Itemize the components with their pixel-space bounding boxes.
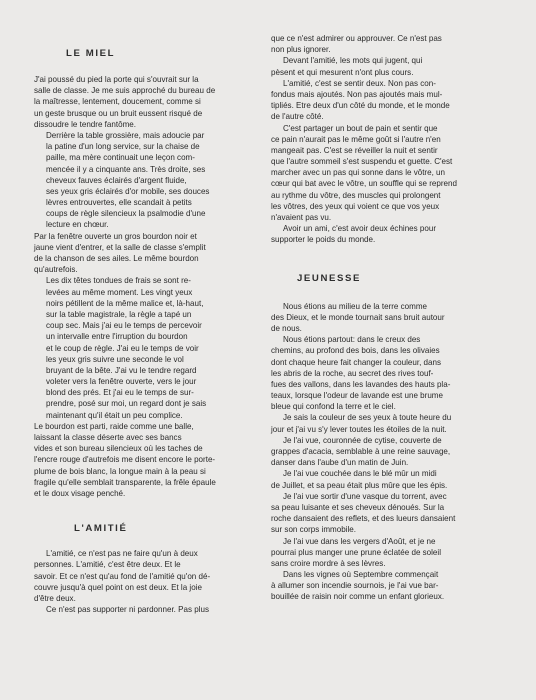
jeunesse-text-line: Dans les vignes où Septembre commençait: [283, 570, 439, 580]
miel-text-line: Le bourdon est parti, raide comme une balle,: [34, 421, 194, 431]
amitie-continued-line: C'est partager un bout de pain et sentir que: [283, 123, 438, 133]
miel-text-line: mencée il y a cinquante ans. Très droite, ses: [46, 164, 206, 174]
amitie-continued-line: mangeait pas. C'est se réveiller la nuit et sentir: [271, 145, 438, 155]
jeunesse-text-line: de Juillet, et sa peau était plus mûre que les épis.: [271, 480, 448, 490]
miel-text-line: blond des prés. Et j'ai eu le temps de sur-: [46, 388, 194, 398]
jeunesse-text-line: Je l'ai vue, couronnée de cytise, couverte de: [283, 435, 442, 445]
miel-text-line: un intervalle entre l'irruption du bourdon: [46, 332, 188, 342]
jeunesse-text-line: Nous étions partout: dans le creux des: [283, 335, 421, 345]
miel-text-line: bruyant de la bête. J'ai vu le tendre regard: [46, 365, 197, 375]
jeunesse-text: [271, 301, 487, 603]
amitie-continued-line: au rythme du vôtre, des muscles qui prolongent: [271, 190, 441, 200]
miel-text-line: lecture en chœur.: [46, 220, 109, 230]
amitie-continued-line: cœur qui bat avec le vôtre, un souffle qui se reprend: [271, 179, 457, 189]
jeunesse-text-line: sans croire mordre à ses lèvres.: [271, 558, 386, 568]
jeunesse-text-line: grappes d'acacia, semblable à une reine sauvage,: [271, 447, 451, 456]
amitie-continued-line: L'amitié, c'est se sentir deux. Non pas con-: [283, 78, 436, 88]
miel-text-line: plume de bois blanc, la longue main à la peau si: [34, 466, 206, 476]
jeunesse-text-line: Je l'ai vue dans les vergers d'Août, et je ne: [283, 536, 436, 546]
amitie-text-line: savoir. Et ce n'est qu'au fond de l'amitié qu'on dé-: [34, 571, 211, 581]
jeunesse-text-line: sa peau luisante et ses cheveux dénoués. Sur la: [271, 502, 445, 512]
jeunesse-text-line: sur son corps immobile.: [271, 525, 356, 535]
miel-text-line: lèvres entrouvertes, elle scandait à petits: [46, 198, 192, 208]
jeunesse-text-line: les abris de la roche, au secret des rives touf-: [271, 368, 434, 378]
miel-text: [34, 74, 250, 499]
section-title-miel: LE MIEL: [66, 48, 116, 59]
amitie-continued-line: non plus ignorer.: [271, 45, 331, 55]
miel-text-line: Derrière la table grossière, mais adoucie par: [46, 130, 205, 140]
miel-text-line: la maîtresse, lentement, doucement, comme si: [34, 97, 201, 107]
jeunesse-text-line: pourrai plus manger une prune éclatée de soleil: [271, 547, 441, 557]
miel-text-line: jaune vient d'entrer, et la salle de classe s'emplit: [34, 242, 206, 252]
amitie-continued-line: les vôtres, des yeux qui voient ce que vos yeux: [271, 201, 440, 211]
section-title-jeunesse: JEUNESSE: [297, 272, 361, 284]
jeunesse-text-line: roche dansaient des reflets, et des lueurs dansaient: [271, 514, 456, 524]
amitie-continued-line: pèsent et qui mesurent n'ont plus cours.: [271, 67, 414, 77]
jeunesse-text-line: Je sais la couleur de ses yeux à toute heure du: [283, 413, 452, 423]
miel-text-line: coup sec. Mais j'ai eu le temps de percevoir: [46, 321, 202, 331]
miel-text-line: noirs pétillent de la même malice et, là-haut,: [46, 298, 204, 308]
miel-text-line: ses yeux gris éclairés d'or mobile, ses douces: [46, 186, 210, 196]
amitie-text-line: L'amitié, ce n'est pas ne faire qu'un à deux: [46, 549, 198, 559]
miel-text-line: paille, ma mère continuait une leçon com-: [46, 153, 195, 163]
miel-text-line: la patine d'un long service, sur la chaise de: [46, 142, 200, 152]
miel-text-line: J'ai poussé du pied la porte qui s'ouvrait sur la: [34, 75, 199, 84]
miel-text-line: vides et son bureau silencieux où les taches de: [34, 444, 203, 454]
miel-text-line: fragile qu'elle semblait transparente, la frêle épaule: [34, 477, 216, 487]
jeunesse-text-line: chemins, au profond des bois, dans les olivaies: [271, 346, 440, 356]
jeunesse-text-line: danser dans l'aube d'un matin de Juin.: [271, 458, 409, 468]
miel-text-line: coups de règle silencieux la psalmodie d'une: [46, 209, 206, 219]
jeunesse-text-line: bleue qui confond la terre et le ciel.: [271, 402, 396, 412]
miel-text-line: Par la fenêtre ouverte un gros bourdon noir et: [34, 231, 197, 241]
miel-text-line: voleter vers la fenêtre ouverte, vers le jour: [46, 377, 197, 387]
amitie-continued-line: supporter le poids du monde.: [271, 235, 376, 245]
jeunesse-text-line: dont chaque heure fait changer la couleur, dans: [271, 357, 442, 367]
miel-text-line: et le coup de règle. J'ai eu le temps de voir: [46, 343, 199, 353]
jeunesse-text-line: Je l'ai vue sortir d'une vasque du torrent, avec: [283, 491, 447, 501]
miel-text-line: cheveux fauves éclairés d'argent fluide,: [46, 175, 187, 185]
miel-text-line: de la chanson de ses ailes. Le même bourdon: [34, 254, 199, 263]
amitie-continued-line: que l'autre sommeil s'est suspendu et guette. C'est: [271, 157, 453, 167]
amitie-continued-line: ce pain n'aurait pas le même goût si l'autre n'en: [271, 134, 441, 144]
amitie-text-line: couvre jusqu'à quel point on est deux. Et la joie: [34, 582, 202, 592]
miel-text-line: levées au même moment. Les vingt yeux: [46, 287, 193, 297]
amitie-continued-line: n'avaient pas vu.: [271, 213, 332, 222]
amitie-continued-line: fondus mais ajoutés. Non pas ajoutés mais mul-: [271, 89, 443, 99]
miel-text-line: dissoudre le tendre fantôme.: [34, 119, 136, 129]
miel-text-line: un geste brusque ou un bruit eussent risqué de: [34, 108, 203, 118]
amitie-continued-line: de l'autre côté.: [271, 112, 324, 122]
miel-text-line: Les dix têtes tondues de frais se sont re-: [46, 276, 191, 286]
left-column: [34, 0, 250, 615]
miel-text-line: maintenant qu'il était un peu complice.: [46, 410, 183, 420]
miel-text-line: l'encre rouge d'autrefois me disent encore le porte-: [34, 455, 216, 465]
miel-text-line: laissant la classe déserte avec ses bancs: [34, 433, 182, 442]
miel-text-line: les yeux gris suivre une seconde le vol: [46, 354, 184, 364]
amitie-continued-line: marcher avec un pas qui sonne dans le vôtre, un: [271, 168, 446, 178]
miel-text-line: qu'autrefois.: [34, 265, 78, 275]
jeunesse-text-line: bouillée de raisin noir comme un enfant glorieux.: [271, 592, 445, 602]
jeunesse-text-line: Nous étions au milieu de la terre comme: [283, 301, 428, 311]
amitie-continued-line: que ce n'est admirer ou approuver. Ce n'est pas: [271, 34, 442, 43]
amitie-text: [34, 548, 250, 615]
jeunesse-text-line: teaux, lorsque l'odeur de lavande est une brume: [271, 391, 443, 401]
jeunesse-text-line: jour et j'ai vu s'y lever toutes les étoiles de la nuit.: [271, 424, 447, 434]
amitie-continued-line: tipliés. Etre deux d'un côté du monde, et le monde: [271, 101, 450, 111]
jeunesse-text-line: de nous.: [271, 323, 302, 333]
jeunesse-text-line: à allumer son incendie sournois, je l'ai vue bar-: [271, 581, 439, 591]
amitie-continued-line: Avoir un ami, c'est avoir deux échines pour: [283, 224, 437, 234]
amitie-continued-line: Devant l'amitié, les mots qui jugent, qui: [283, 56, 423, 66]
amitie-continued-text: [271, 33, 487, 246]
section-title-amitie: L'AMITIÉ: [74, 523, 128, 535]
jeunesse-text-line: des Dieux, et le monde tournait sans bruit autour: [271, 312, 445, 322]
miel-text-line: salle de classe. Je me suis approché du bureau de: [34, 86, 216, 96]
jeunesse-text-line: fues des vallons, dans les lavandes des hauts pla-: [271, 379, 451, 389]
miel-text-line: sur la table magistrale, la règle a tapé un: [46, 309, 192, 319]
right-column: [271, 0, 487, 603]
amitie-text-line: personnes. L'amitié, c'est être deux. Et le: [34, 560, 181, 570]
jeunesse-text-line: Je l'ai vue couchée dans le blé mûr un midi: [283, 469, 437, 479]
miel-text-line: prendre, posé sur moi, un regard dont je sais: [46, 399, 207, 409]
miel-text-line: et le doux visage penché.: [34, 488, 126, 498]
amitie-text-line: d'être deux.: [34, 593, 76, 603]
amitie-text-line: Ce n'est pas supporter ni pardonner. Pas plus: [46, 605, 210, 615]
